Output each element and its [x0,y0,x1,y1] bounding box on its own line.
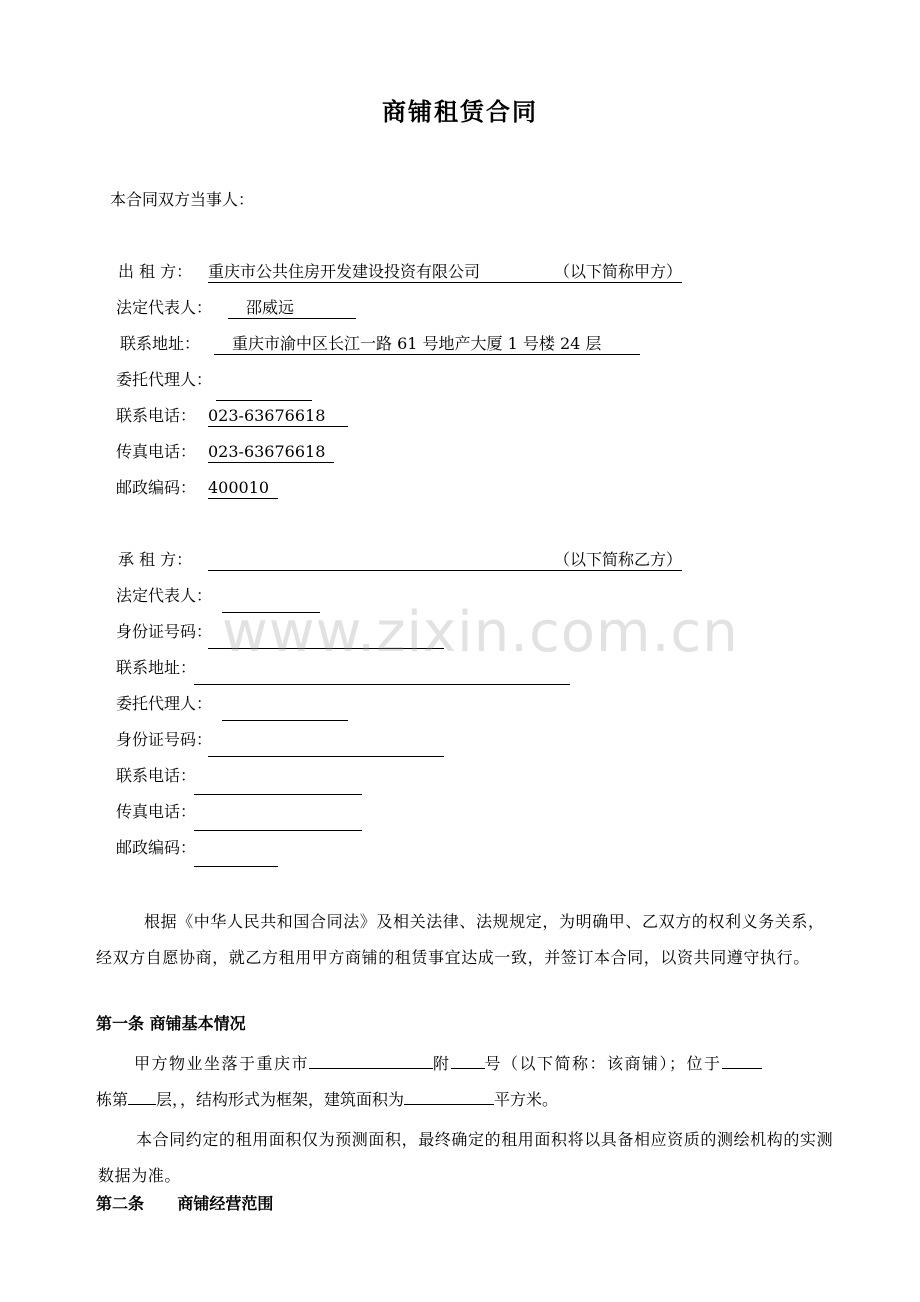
lessor-phone-value: 023-63676618 [208,406,326,425]
article1-paragraph1-line1 [134,1050,762,1074]
intro-text: 本合同双方当事人： [110,190,255,209]
lessor-zip-field [208,478,278,499]
number-blank [451,1050,485,1069]
lessor-address-label: 联系地址： [120,334,201,353]
lessee-agent-id-label: 身份证号码： [116,730,213,749]
lessee-id-label: 身份证号码： [116,622,213,641]
preamble-paragraph: 根据《中华人民共和国合同法》及相关法律、法规规定，为明确甲、乙双方的权利义务关系，经双方自愿协商，就乙方租用甲方商铺的租赁事宜达成一致，并签订本合同，以资共同遵守执行。 [96,912,825,967]
article1-p1-text-d: 栋第 [96,1090,129,1109]
page-title: 商铺租赁合同 [382,98,538,126]
lessor-fax-value: 023-63676618 [208,442,326,461]
lessor-address-value: 重庆市渝中区长江一路 61 号地产大厦 1 号楼 24 层 [232,334,602,353]
article1-p1-text-a: 甲方物业坐落于重庆市 [134,1054,310,1073]
lessee-agent-field [222,702,348,721]
building-blank [722,1050,762,1069]
article1-paragraph2: 本合同约定的租用面积仅为预测面积，最终确定的租用面积将以具备相应资质的测绘机构的实测数据为准。 [98,1130,834,1185]
article1-heading: 第一条 商铺基本情况 [96,1014,246,1033]
lessor-fax-label: 传真电话： [116,442,197,461]
floor-blank [128,1086,156,1105]
article1-p1-text-b: 附 [433,1054,451,1073]
lessee-fax-label: 传真电话： [116,802,197,821]
lessor-name-field [208,262,682,283]
lessor-fax-field [208,442,334,463]
article1-paragraph1-line2 [96,1086,558,1110]
article1-p1-text-c: 号（以下简称：该商铺）；位于 [484,1054,722,1073]
lessee-fax-field [194,810,362,831]
lessee-rep-label: 法定代表人： [116,586,213,605]
watermark: www.zixin.com.cn [222,600,739,665]
lessee-phone-label: 联系电话： [116,766,197,785]
lessor-agent-label: 委托代理人： [116,370,213,389]
lessor-rep-label: 法定代表人： [116,298,213,317]
article2-heading: 第二条 商铺经营范围 [96,1194,274,1213]
lessor-agent-field [216,382,312,401]
lessor-rep-value: 邵威远 [246,298,295,317]
lessee-agent-label: 委托代理人： [116,694,213,713]
lessor-name: 重庆市公共住房开发建设投资有限公司 [208,262,481,281]
lessee-zip-field [194,846,278,867]
lessor-zip-label: 邮政编码： [116,478,197,497]
lessee-zip-label: 邮政编码： [116,838,197,857]
lessor-phone-field [208,406,348,427]
lessor-zip-value: 400010 [208,478,270,497]
lessee-agent-id-field [208,738,444,757]
lessor-phone-label: 联系电话： [116,406,197,425]
lessee-name-field [208,550,682,571]
article1-p1-text-e: 层，，结构形式为框架，建筑面积为 [156,1090,405,1109]
location-blank [309,1050,433,1069]
lessee-address-field [194,666,570,685]
lessee-role-label: 承 租 方： [118,550,193,569]
lessor-alias: （以下简称甲方） [553,262,682,281]
lessee-alias: （以下简称乙方） [553,550,682,569]
lessee-phone-field [194,774,362,795]
lessor-role-label: 出 租 方： [118,262,193,281]
lessee-address-label: 联系地址： [116,658,197,677]
article1-p1-text-f: 平方米。 [494,1090,559,1109]
lessor-rep-field [228,298,356,319]
area-blank [404,1086,494,1105]
lessor-address-field [214,334,640,355]
